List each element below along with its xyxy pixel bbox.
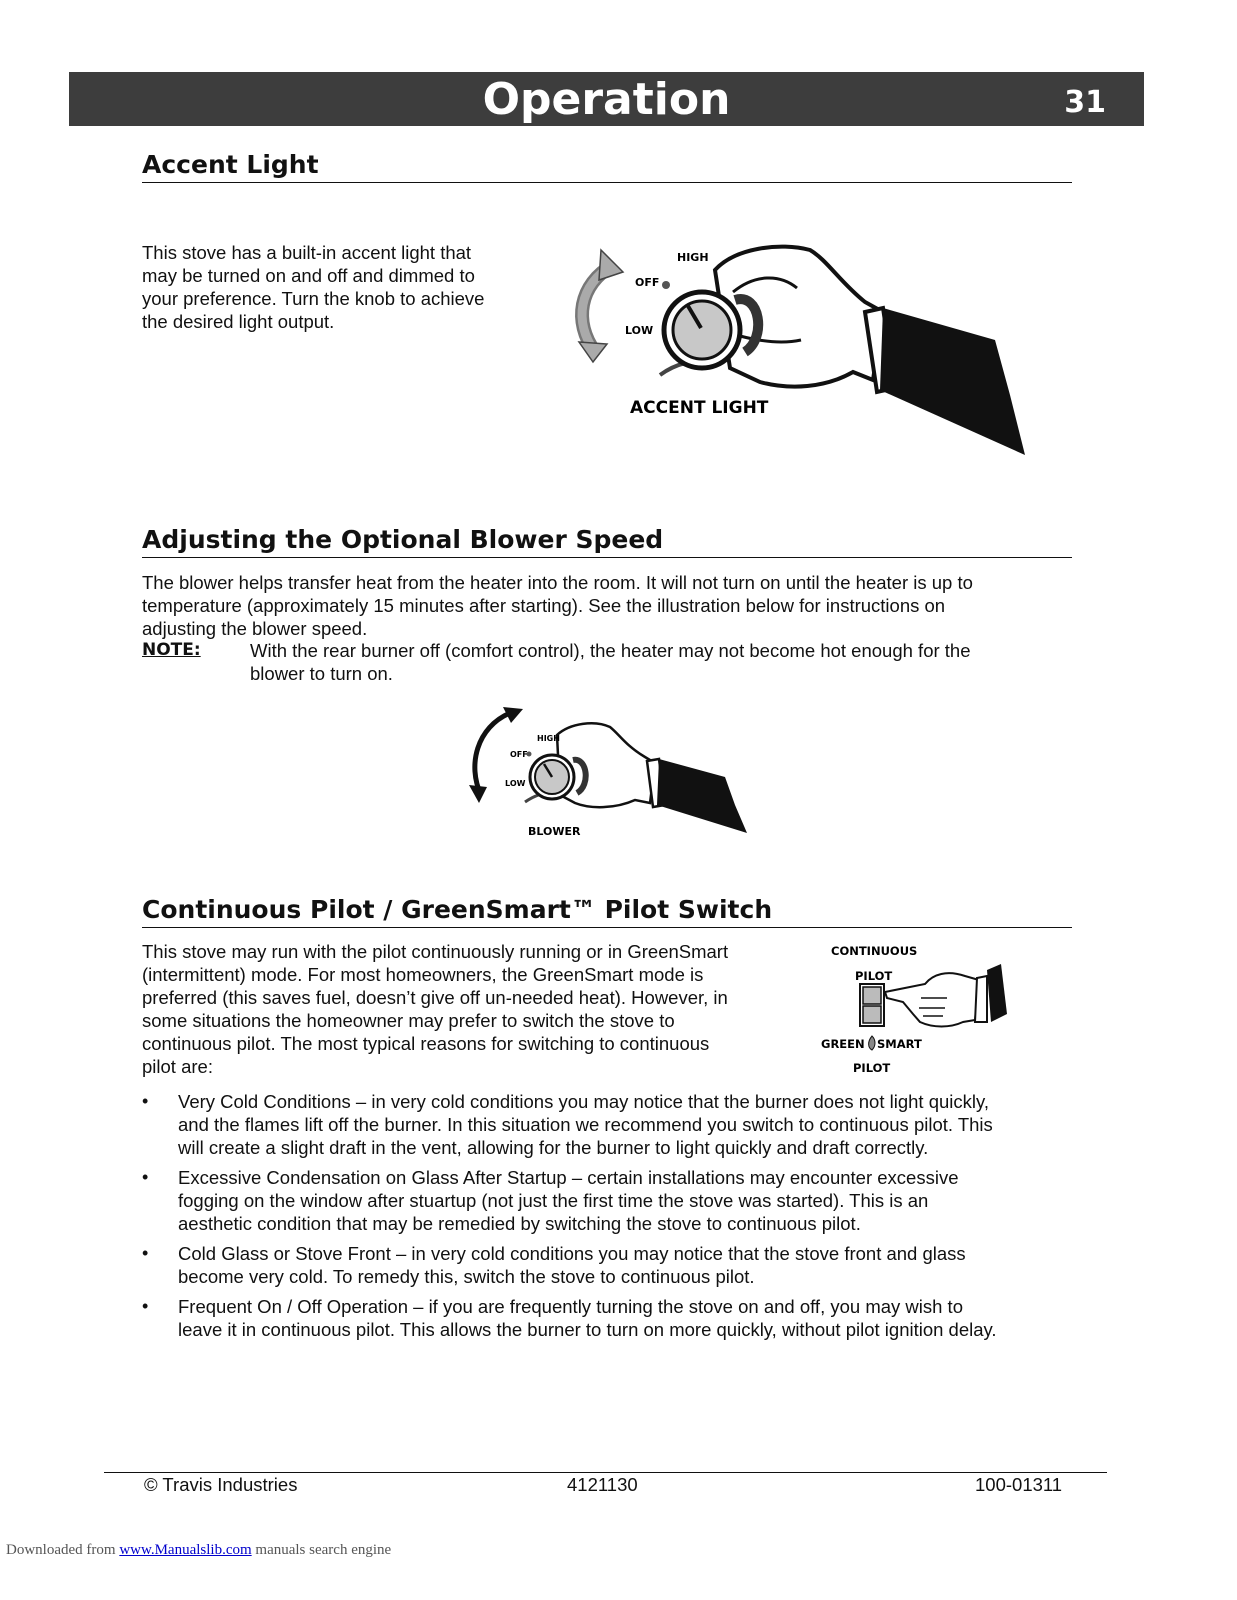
- text-line: and the flames lift off the burner. In this situation we recommend you switch to continuous pilot. This: [178, 1114, 993, 1135]
- accent-light-knob-illustration: [565, 240, 1035, 465]
- page-title: Operation: [482, 74, 731, 125]
- download-notice: [6, 1542, 391, 1559]
- continuous-label: CONTINUOUS: [831, 944, 918, 958]
- accent-light-heading: Accent Light: [142, 150, 1072, 183]
- accent-light-text: [142, 241, 542, 333]
- manualslib-link[interactable]: www.Manualslib.com: [119, 1542, 252, 1558]
- blower-high-label: HIGH: [537, 734, 560, 743]
- text-line: your preference. Turn the knob to achieve: [142, 288, 485, 309]
- list-item: [142, 1242, 1092, 1288]
- blower-heading: Adjusting the Optional Blower Speed: [142, 525, 1072, 558]
- note-text: [250, 639, 1080, 685]
- blower-knob-illustration: [465, 705, 755, 845]
- list-item: [142, 1166, 1092, 1235]
- text-line: pilot are:: [142, 1056, 213, 1077]
- accent-low-label: LOW: [625, 324, 654, 337]
- bullet-glyph: •: [142, 1296, 149, 1316]
- accent-off-label: OFF: [635, 276, 660, 289]
- pilot-reasons-list: [142, 1090, 1092, 1348]
- pilot-heading: Continuous Pilot / GreenSmart™ Pilot Switch: [142, 895, 1072, 928]
- text-line: some situations the homeowner may prefer to switch the stove to: [142, 1010, 675, 1031]
- pilot-text: [142, 940, 802, 1078]
- footer-document-number: 4121130: [567, 1474, 638, 1495]
- download-prefix: Downloaded from: [6, 1542, 120, 1558]
- text-line: fogging on the window after stuartup (not just the first time the stove was started). This is an: [178, 1190, 929, 1211]
- note-label: NOTE:: [142, 640, 201, 660]
- blower-text: [142, 571, 1082, 640]
- text-line: continuous pilot. The most typical reasons for switching to continuous: [142, 1033, 710, 1054]
- pilot-switch-illustration: [815, 940, 1035, 1080]
- blower-off-label: OFF: [510, 750, 528, 759]
- text-line: preferred (this saves fuel, doesn’t give off un-needed heat). However, in: [142, 987, 728, 1008]
- page-number: 31: [1064, 85, 1106, 120]
- blower-low-label: LOW: [505, 779, 526, 788]
- footer-rule: [104, 1472, 1107, 1473]
- text-line: temperature (approximately 15 minutes after starting). See the illustration below for instructions on: [142, 595, 946, 616]
- green-label: GREEN: [821, 1037, 865, 1051]
- text-line: This stove may run with the pilot continuously running or in GreenSmart: [142, 941, 729, 962]
- smart-label: SMART: [877, 1037, 922, 1051]
- text-line: Very Cold Conditions – in very cold conditions you may notice that the burner does not light quickly,: [178, 1091, 990, 1112]
- text-line: aesthetic condition that may be remedied by switching the stove to continuous pilot.: [178, 1213, 861, 1234]
- text-line: (intermittent) mode. For most homeowners, the GreenSmart mode is: [142, 964, 704, 985]
- text-line: may be turned on and off and dimmed to: [142, 265, 475, 286]
- download-suffix: manuals search engine: [251, 1542, 392, 1558]
- text-line: Excessive Condensation on Glass After Startup – certain installations may encounter excessive: [178, 1167, 959, 1188]
- text-line: become very cold. To remedy this, switch the stove to continuous pilot.: [178, 1266, 755, 1287]
- text-line: Cold Glass or Stove Front – in very cold conditions you may notice that the stove front and glass: [178, 1243, 966, 1264]
- blower-caption: BLOWER: [528, 825, 581, 838]
- text-line: The blower helps transfer heat from the heater into the room. It will not turn on until the heater is up to: [142, 572, 973, 593]
- pilot-bottom-label: PILOT: [853, 1061, 891, 1075]
- list-item: [142, 1090, 1092, 1159]
- list-item: [142, 1295, 1092, 1341]
- bullet-glyph: •: [142, 1091, 149, 1111]
- bullet-glyph: •: [142, 1243, 149, 1263]
- bullet-glyph: •: [142, 1167, 149, 1187]
- pilot-top-label: PILOT: [855, 969, 893, 983]
- text-line: Frequent On / Off Operation – if you are frequently turning the stove on and off, you may wish to: [178, 1296, 963, 1317]
- text-line: With the rear burner off (comfort control), the heater may not become hot enough for the: [250, 640, 971, 661]
- footer-part-number: 100-01311: [975, 1474, 1063, 1495]
- text-line: leave it in continuous pilot. This allows the burner to turn on more quickly, without pilot ignition delay.: [178, 1319, 997, 1340]
- text-line: blower to turn on.: [250, 663, 393, 684]
- page-header-bar: [69, 72, 1144, 126]
- text-line: This stove has a built-in accent light that: [142, 242, 472, 263]
- text-line: adjusting the blower speed.: [142, 618, 368, 639]
- accent-light-caption: ACCENT LIGHT: [630, 398, 769, 418]
- text-line: the desired light output.: [142, 311, 335, 332]
- footer-copyright: © Travis Industries: [144, 1474, 298, 1495]
- accent-high-label: HIGH: [677, 251, 709, 264]
- text-line: will create a slight draft in the vent, allowing for the burner to light quickly and draft correctly.: [178, 1137, 929, 1158]
